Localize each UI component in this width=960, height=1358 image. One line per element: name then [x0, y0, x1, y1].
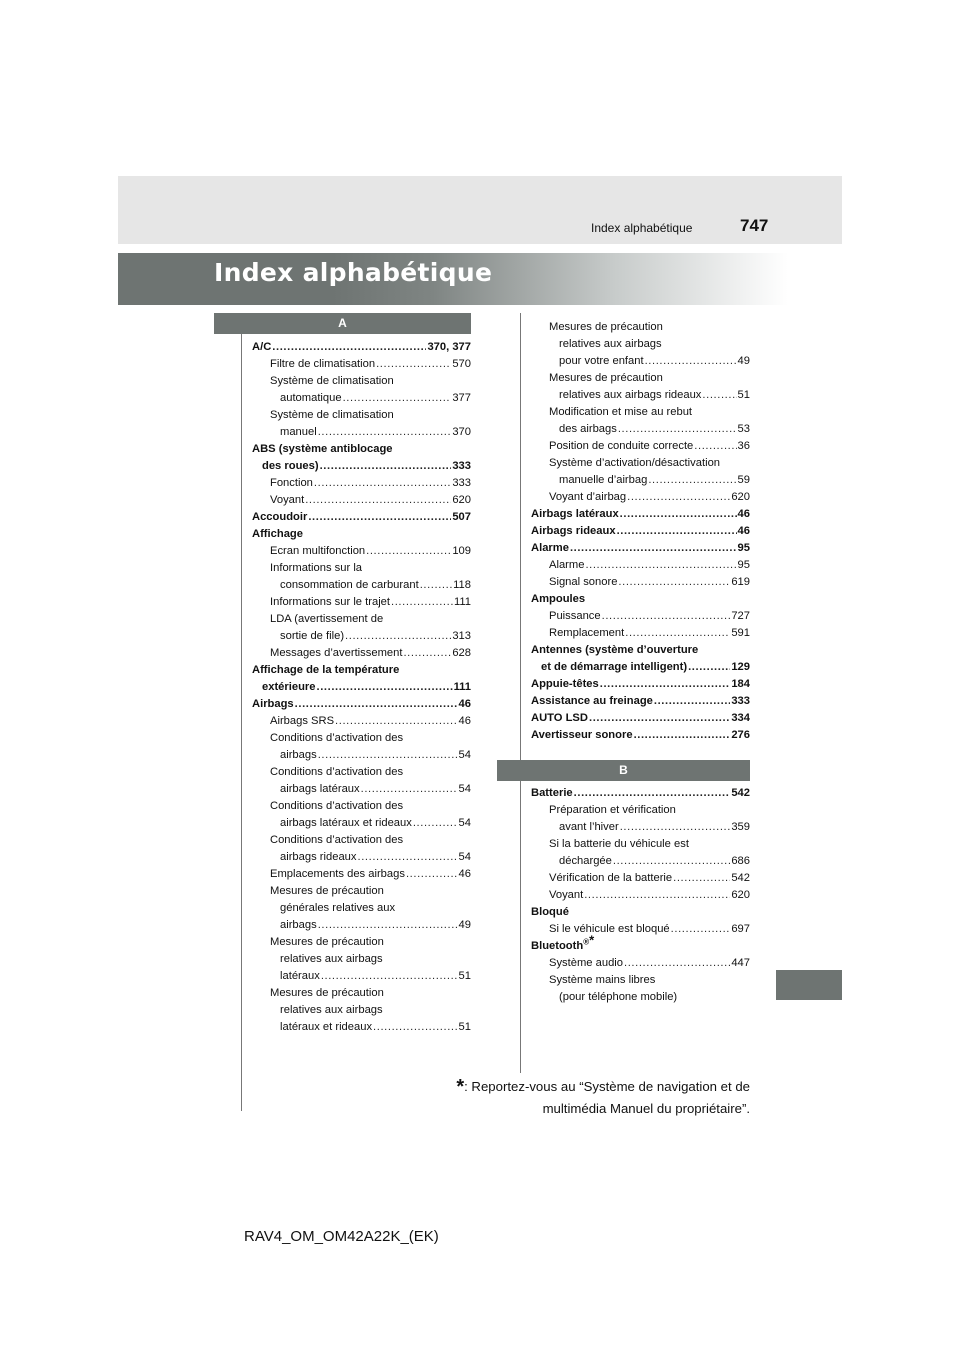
index-entry-label: airbags latéraux et rideaux	[280, 817, 412, 829]
index-entry	[252, 594, 471, 611]
dot-leader	[335, 713, 458, 730]
index-column-a	[252, 339, 471, 1036]
index-entry-page: 686	[731, 855, 750, 867]
index-entry-label: pour votre enfant	[559, 355, 644, 367]
index-entry-page: 313	[452, 630, 471, 642]
index-entry	[531, 710, 750, 727]
index-entry-label: Voyant	[549, 889, 584, 901]
index-entry-page: 619	[731, 576, 750, 588]
index-entry-page: 570	[452, 358, 471, 370]
index-entry-label: Batterie	[531, 787, 573, 799]
index-entry-label: Messages d’avertissement	[270, 647, 403, 659]
index-entry-page: 118	[453, 579, 471, 591]
index-entry	[252, 730, 471, 747]
dot-leader	[413, 815, 458, 832]
index-entry-label: déchargée	[559, 855, 612, 867]
index-entry-label: manuelle d’airbag	[559, 474, 648, 486]
index-entry-page: 36	[737, 440, 750, 452]
index-entry	[252, 509, 471, 526]
index-entry	[531, 506, 750, 523]
index-entry-label: Si la batterie du véhicule est	[549, 838, 689, 850]
index-entry-label: manuel	[280, 426, 317, 438]
index-entry-label: automatique	[280, 392, 342, 404]
column-rule-middle	[520, 313, 521, 1073]
index-entry-label: Ampoules	[531, 593, 586, 605]
index-entry-page: 697	[731, 923, 750, 935]
index-entry	[252, 577, 471, 594]
index-entry-label: Airbags latéraux	[531, 508, 619, 520]
index-entry	[252, 917, 471, 934]
index-entry-label: Avertisseur sonore	[531, 729, 633, 741]
index-entry	[252, 900, 471, 917]
index-entry-label: ABS (système antiblocage	[252, 443, 393, 455]
index-entry-label: Assistance au freinage	[531, 695, 653, 707]
document-code: RAV4_OM_OM42A22K_(EK)	[244, 1228, 439, 1245]
dot-leader	[318, 917, 458, 934]
section-header-a: A	[214, 313, 471, 334]
index-entry	[531, 727, 750, 744]
dot-leader	[627, 489, 730, 506]
registered-mark: ®	[583, 937, 590, 947]
index-entry-label: A/C	[252, 341, 272, 353]
index-entry-page: 370	[452, 426, 471, 438]
dot-leader	[295, 696, 458, 713]
side-thumb-tab	[776, 970, 842, 1000]
index-entry-label: Alarme	[531, 542, 569, 554]
dot-leader	[376, 356, 451, 373]
index-entry	[531, 438, 750, 455]
index-entry-label: Préparation et vérification	[549, 804, 676, 816]
index-entry-page: 334	[731, 712, 750, 724]
index-entry-page: 54	[458, 783, 471, 795]
index-entry-label: relatives aux airbags	[280, 1004, 383, 1016]
index-entry	[252, 883, 471, 900]
index-entry-label: Alarme	[549, 559, 585, 571]
dot-leader	[317, 679, 453, 696]
footnote-line-2: multimédia Manuel du propriétaire”.	[542, 1101, 750, 1116]
index-entry-label: relatives aux airbags rideaux	[559, 389, 702, 401]
index-entry	[252, 985, 471, 1002]
index-entry-page: 542	[731, 872, 750, 884]
index-entry	[252, 424, 471, 441]
index-entry-label: Airbags	[252, 698, 294, 710]
index-entry-label: latéraux	[280, 970, 320, 982]
index-entry-label: Mesures de précaution	[270, 885, 384, 897]
index-entry-page: 184	[731, 678, 750, 690]
index-entry	[531, 972, 750, 989]
index-entry-label: Airbags SRS	[270, 715, 335, 727]
index-entry-page: 95	[737, 559, 750, 571]
index-entry-label: sortie de file)	[280, 630, 345, 642]
index-entry	[252, 407, 471, 424]
index-entry	[531, 387, 750, 404]
dot-leader	[574, 785, 731, 802]
index-entry-page: 111	[453, 596, 471, 608]
index-entry	[531, 319, 750, 336]
index-entry	[531, 455, 750, 472]
index-entry	[252, 815, 471, 832]
index-entry-label: extérieure	[262, 681, 316, 693]
index-entry-label: Remplacement	[549, 627, 625, 639]
dot-leader	[321, 968, 458, 985]
index-entry-label: Système mains libres	[549, 974, 656, 986]
index-entry-label: Appuie-têtes	[531, 678, 599, 690]
index-entry-label: Système d’activation/désactivation	[549, 457, 721, 469]
dot-leader	[406, 866, 458, 883]
dot-leader	[620, 819, 731, 836]
dot-leader	[308, 509, 451, 526]
index-entry	[252, 645, 471, 662]
dot-leader	[318, 747, 458, 764]
dot-leader	[671, 921, 731, 938]
index-entry-page: 129	[731, 661, 750, 673]
index-entry-label: Si le véhicule est bloqué	[549, 923, 670, 935]
index-entry-page: 51	[458, 1021, 471, 1033]
index-entry-label: airbags	[280, 749, 317, 761]
index-entry	[252, 781, 471, 798]
index-entry-label: airbags latéraux	[280, 783, 360, 795]
index-entry-label: (pour téléphone mobile)	[559, 991, 678, 1003]
index-entry-label: Ecran multifonction	[270, 545, 366, 557]
dot-leader	[403, 645, 451, 662]
index-entry	[252, 934, 471, 951]
index-entry	[531, 472, 750, 489]
index-entry	[252, 526, 471, 543]
index-entry-label: Système audio	[549, 957, 624, 969]
index-entry	[531, 887, 750, 904]
index-entry	[531, 659, 750, 676]
footnote-line-1: : Reportez-vous au “Système de navigation et de	[464, 1079, 750, 1094]
index-entry	[252, 968, 471, 985]
index-entry-label: Système de climatisation	[270, 409, 394, 421]
index-entry-label: Bloqué	[531, 906, 569, 918]
index-entry-label: Informations sur la	[270, 562, 363, 574]
index-entry-label: Airbags rideaux	[531, 525, 616, 537]
index-entry-label: Conditions d’activation des	[270, 800, 404, 812]
index-entry-label: Puissance	[549, 610, 601, 622]
index-entry-page: 109	[452, 545, 471, 557]
index-entry	[252, 696, 471, 713]
index-entry-label: LDA (avertissement de	[270, 613, 384, 625]
index-entry-label: Mesures de précaution	[270, 936, 384, 948]
index-entry-label: relatives aux airbags	[280, 953, 383, 965]
index-entry	[531, 353, 750, 370]
index-entry	[252, 390, 471, 407]
dot-leader	[585, 557, 736, 574]
index-entry	[531, 921, 750, 938]
index-entry	[531, 523, 750, 540]
dot-leader	[702, 387, 736, 404]
index-entry-label: Antennes (système d’ouverture	[531, 644, 699, 656]
dot-leader	[320, 458, 452, 475]
index-entry-page: 727	[731, 610, 750, 622]
index-entry-label: Position de conduite correcte	[549, 440, 694, 452]
index-entry-page: 507	[452, 511, 471, 523]
index-entry	[252, 492, 471, 509]
index-entry-page: 628	[452, 647, 471, 659]
index-entry-page: 370, 377	[427, 341, 471, 353]
index-entry-page: 333	[452, 460, 471, 472]
index-entry	[252, 662, 471, 679]
index-entry-label: Voyant d’airbag	[549, 491, 627, 503]
index-entry	[531, 904, 750, 921]
index-entry-page: 377	[452, 392, 471, 404]
index-entry	[252, 475, 471, 492]
index-entry-page: 54	[458, 749, 471, 761]
index-entry	[531, 870, 750, 887]
index-entry	[531, 853, 750, 870]
dot-leader	[618, 421, 737, 438]
column-rule-left	[241, 313, 242, 1111]
index-entry	[252, 866, 471, 883]
dot-leader	[688, 659, 730, 676]
index-entry-label: AUTO LSD	[531, 712, 588, 724]
footnote-star-marker: *	[589, 932, 595, 948]
dot-leader	[358, 849, 458, 866]
index-entry	[531, 932, 750, 955]
dot-leader	[589, 710, 730, 727]
index-entry	[252, 611, 471, 628]
index-entry-label: Affichage de la température	[252, 664, 400, 676]
dot-leader	[391, 594, 453, 611]
dot-leader	[600, 676, 731, 693]
dot-leader	[645, 353, 737, 370]
index-entry-label: Vérification de la batterie	[549, 872, 673, 884]
index-entry-page: 54	[458, 817, 471, 829]
index-entry	[531, 836, 750, 853]
index-entry	[252, 543, 471, 560]
index-entry	[531, 819, 750, 836]
dot-leader	[673, 870, 730, 887]
dot-leader	[624, 955, 730, 972]
index-entry	[531, 625, 750, 642]
index-entry-label: Modification et mise au rebut	[549, 406, 693, 418]
index-entry-label: Signal sonore	[549, 576, 618, 588]
index-entry	[531, 336, 750, 353]
index-entry	[252, 798, 471, 815]
index-entry	[252, 441, 471, 458]
index-entry	[531, 608, 750, 625]
index-entry-page: 46	[737, 525, 750, 537]
index-entry	[531, 642, 750, 659]
index-entry-label: avant l’hiver	[559, 821, 619, 833]
index-entry-label: Mesures de précaution	[270, 987, 384, 999]
index-entry-label: Accoudoir	[252, 511, 308, 523]
dot-leader	[625, 625, 730, 642]
index-column-b	[531, 319, 750, 744]
index-entry-page: 591	[731, 627, 750, 639]
dot-leader	[613, 853, 730, 870]
dot-leader	[345, 628, 451, 645]
page-title: Index alphabétique	[214, 258, 493, 287]
index-entry	[252, 1002, 471, 1019]
index-entry-label: airbags	[280, 919, 317, 931]
index-entry-page: 620	[452, 494, 471, 506]
dot-leader	[366, 543, 451, 560]
dot-leader	[620, 506, 737, 523]
index-entry	[252, 1019, 471, 1036]
index-entry-page: 46	[458, 868, 471, 880]
header-band	[118, 176, 842, 244]
index-entry-label: Mesures de précaution	[549, 321, 663, 333]
index-entry-label: générales relatives aux	[280, 902, 396, 914]
index-entry	[252, 747, 471, 764]
index-entry	[531, 540, 750, 557]
page-number: 747	[740, 216, 769, 235]
dot-leader	[570, 540, 737, 557]
dot-leader	[602, 608, 731, 625]
dot-leader	[272, 339, 426, 356]
index-entry	[531, 591, 750, 608]
index-entry	[531, 557, 750, 574]
index-entry	[252, 339, 471, 356]
index-entry-label: airbags rideaux	[280, 851, 357, 863]
index-entry	[531, 989, 750, 1006]
index-entry-label: Affichage	[252, 528, 303, 540]
footnote	[440, 1076, 750, 1120]
index-entry-label: Conditions d’activation des	[270, 766, 404, 778]
index-entry-label: Voyant	[270, 494, 305, 506]
index-entry-label: et de démarrage intelligent)	[541, 661, 688, 673]
index-entry-page: 359	[731, 821, 750, 833]
index-entry-page: 46	[458, 698, 471, 710]
index-entry-page: 51	[737, 389, 750, 401]
index-entry	[252, 713, 471, 730]
index-entry-page: 111	[453, 681, 471, 693]
dot-leader	[694, 438, 736, 455]
index-entry-label: des airbags	[559, 423, 617, 435]
index-entry	[531, 785, 750, 802]
index-entry-label: Informations sur le trajet	[270, 596, 391, 608]
index-entry-label: Système de climatisation	[270, 375, 394, 387]
index-entry	[252, 832, 471, 849]
dot-leader	[654, 693, 730, 710]
index-entry-label: Conditions d’activation des	[270, 732, 404, 744]
index-entry-label: relatives aux airbags	[559, 338, 662, 350]
header-section-title: Index alphabétique	[591, 221, 693, 235]
index-entry-page: 49	[458, 919, 471, 931]
dot-leader	[648, 472, 736, 489]
index-entry	[531, 802, 750, 819]
index-entry	[531, 693, 750, 710]
index-entry-page: 620	[731, 889, 750, 901]
index-entry	[252, 560, 471, 577]
dot-leader	[373, 1019, 458, 1036]
section-header-b: B	[497, 760, 750, 781]
index-entry-page: 54	[458, 851, 471, 863]
index-entry-label: des roues)	[262, 460, 319, 472]
index-entry-page: 95	[737, 542, 750, 554]
index-entry	[252, 764, 471, 781]
index-entry-page: 51	[458, 970, 471, 982]
index-entry-label: Fonction	[270, 477, 313, 489]
index-entry	[531, 574, 750, 591]
index-entry-page: 276	[731, 729, 750, 741]
index-entry-page: 542	[731, 787, 750, 799]
index-entry	[252, 356, 471, 373]
dot-leader	[618, 574, 730, 591]
dot-leader	[361, 781, 458, 798]
index-entry	[531, 421, 750, 438]
index-entry-page: 333	[452, 477, 471, 489]
index-entry-page: 53	[737, 423, 750, 435]
index-entry-page: 59	[737, 474, 750, 486]
index-entry-label: Emplacements des airbags	[270, 868, 405, 880]
index-entry-page: 333	[731, 695, 750, 707]
index-entry-label: latéraux et rideaux	[280, 1021, 373, 1033]
index-entry	[252, 849, 471, 866]
dot-leader	[634, 727, 731, 744]
footnote-star: *	[456, 1076, 465, 1098]
index-entry	[531, 955, 750, 972]
index-entry-label: Filtre de climatisation	[270, 358, 376, 370]
index-entry	[531, 676, 750, 693]
index-entry-label: consommation de carburant	[280, 579, 419, 591]
index-entry	[252, 951, 471, 968]
dot-leader	[343, 390, 452, 407]
index-entry	[531, 370, 750, 387]
index-entry-page: 46	[458, 715, 471, 727]
index-entry	[252, 458, 471, 475]
index-entry-label: Conditions d’activation des	[270, 834, 404, 846]
index-entry	[531, 489, 750, 506]
index-entry-label: Bluetooth	[531, 940, 584, 952]
index-entry	[531, 404, 750, 421]
dot-leader	[617, 523, 737, 540]
dot-leader	[584, 887, 730, 904]
index-column-c	[531, 785, 750, 1006]
dot-leader	[420, 577, 452, 594]
dot-leader	[318, 424, 452, 441]
index-entry-page: 447	[731, 957, 750, 969]
index-entry	[252, 373, 471, 390]
dot-leader	[305, 492, 451, 509]
index-entry	[252, 628, 471, 645]
dot-leader	[314, 475, 451, 492]
index-entry-page: 46	[737, 508, 750, 520]
index-entry-page: 49	[737, 355, 750, 367]
index-entry-label: Mesures de précaution	[549, 372, 663, 384]
index-entry-page: 620	[731, 491, 750, 503]
index-entry	[252, 679, 471, 696]
